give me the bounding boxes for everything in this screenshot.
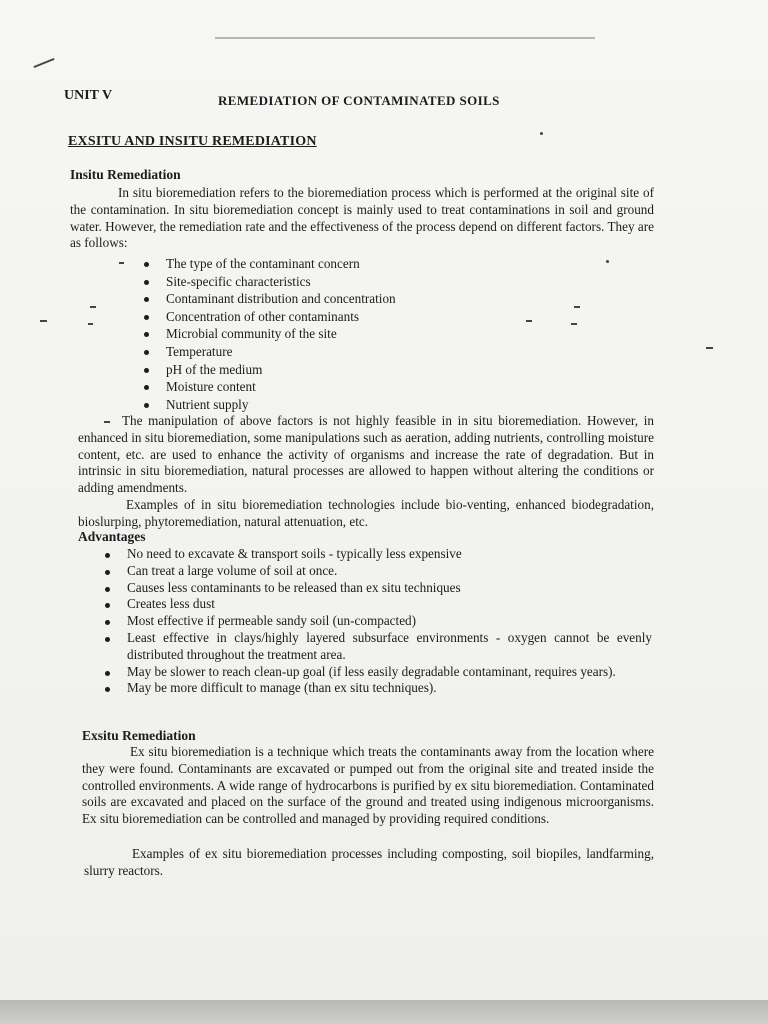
list-item: The type of the contaminant concern [166, 255, 396, 273]
list-item: Microbial community of the site [166, 325, 396, 343]
bullet-icon [105, 603, 110, 608]
pen-mark [33, 58, 54, 68]
pen-mark [90, 306, 96, 308]
bullet-icon [144, 297, 149, 302]
bullet-icon [144, 350, 149, 355]
pen-mark [540, 132, 543, 135]
bullet-icon [144, 368, 149, 373]
list-item: May be slower to reach clean-up goal (if less easily degradable contaminant, requires years). [127, 664, 652, 681]
pen-mark [40, 320, 47, 322]
pen-mark [574, 306, 580, 308]
exsitu-examples-paragraph [84, 846, 654, 880]
bullet-icon [105, 570, 110, 575]
bullet-icon [105, 587, 110, 592]
bullet-icon [105, 620, 110, 625]
exsitu-heading: Exsitu Remediation [82, 728, 196, 743]
pen-mark [88, 323, 93, 325]
bullet-icon [105, 553, 110, 558]
pen-mark [606, 260, 609, 263]
bullet-icon [144, 332, 149, 337]
bullet-icon [144, 385, 149, 390]
insitu-examples-text: Examples of in situ bioremediation technologies include bio-venting, enhanced biodegradation, bioslurping, phytoremediation, natural attenuation, etc. [78, 497, 654, 529]
pen-mark [571, 323, 577, 325]
unit-label: UNIT V [64, 88, 113, 103]
list-item: Most effective if permeable sandy soil (un-compacted) [127, 613, 652, 630]
manipulation-text: The manipulation of above factors is not highly feasible in in situ bioremediation. However, in enhanced in situ bioremediation, some manipulations such as aeration, adding nutrients, controlling moisture content, etc. are used to enhance the activity of organisms and increase the rate of degradation. But in intrinsic in situ bioremediation, natural processes are allowed to happen without altering the conditions or adding amendments. [78, 413, 654, 496]
pen-mark [526, 320, 532, 322]
insitu-examples-paragraph [78, 497, 654, 531]
insitu-intro-text: In situ bioremediation refers to the bioremediation process which is performed at the original site of the contamination. In situ bioremediation concept is mainly used to treat contaminations in soil and ground water. However, the remediation rate and the effectiveness of the process depend on different factors. They are as follows: [70, 185, 654, 251]
bullet-icon [144, 315, 149, 320]
page-title: REMEDIATION OF CONTAMINATED SOILS [218, 93, 500, 108]
bullet-icon [105, 637, 110, 642]
page-bottom-edge [0, 1000, 768, 1024]
list-item: Nutrient supply [166, 396, 396, 414]
list-item: Moisture content [166, 378, 396, 396]
list-item: No need to excavate & transport soils - typically less expensive [127, 546, 652, 563]
exsitu-examples-text: Examples of ex situ bioremediation processes including composting, soil biopiles, landfarming, slurry reactors. [84, 846, 654, 878]
pen-mark [119, 262, 124, 264]
exsitu-intro-paragraph [82, 744, 654, 828]
page-edge-line [215, 37, 595, 39]
factor-list [166, 255, 396, 413]
bullet-icon [144, 280, 149, 285]
bullet-icon [105, 671, 110, 676]
bullet-icon [144, 262, 149, 267]
list-item: Causes less contaminants to be released than ex situ techniques [127, 580, 652, 597]
manipulation-paragraph [78, 413, 654, 497]
list-item: Creates less dust [127, 596, 652, 613]
exsitu-intro-text: Ex situ bioremediation is a technique which treats the contaminants away from the location where they were found. Contaminants are excavated or pumped out from the original site and treated inside the controlled environments. A wide range of hydrocarbons is purified by ex situ bioremediation. Contaminated soils are excavated and placed on the surface of the ground and treated using indigenous microorganisms. Ex situ bioremediation can be controlled and managed by providing required conditions. [82, 744, 654, 827]
insitu-heading: Insitu Remediation [70, 167, 181, 182]
advantages-heading: Advantages [78, 529, 146, 544]
list-item: Site-specific characteristics [166, 273, 396, 291]
section-heading: EXSITU AND INSITU REMEDIATION [68, 134, 317, 149]
list-item: pH of the medium [166, 361, 396, 379]
advantages-list [127, 546, 652, 697]
list-item: Least effective in clays/highly layered subsurface environments - oxygen cannot be evenly distributed throughout the treatment area. [127, 630, 652, 664]
bullet-icon [144, 403, 149, 408]
list-item: May be more difficult to manage (than ex situ techniques). [127, 680, 652, 697]
list-item: Contaminant distribution and concentration [166, 290, 396, 308]
list-item: Temperature [166, 343, 396, 361]
insitu-intro-paragraph [70, 185, 654, 252]
pen-mark [706, 347, 713, 349]
list-item: Concentration of other contaminants [166, 308, 396, 326]
list-item: Can treat a large volume of soil at once. [127, 563, 652, 580]
bullet-icon [105, 687, 110, 692]
